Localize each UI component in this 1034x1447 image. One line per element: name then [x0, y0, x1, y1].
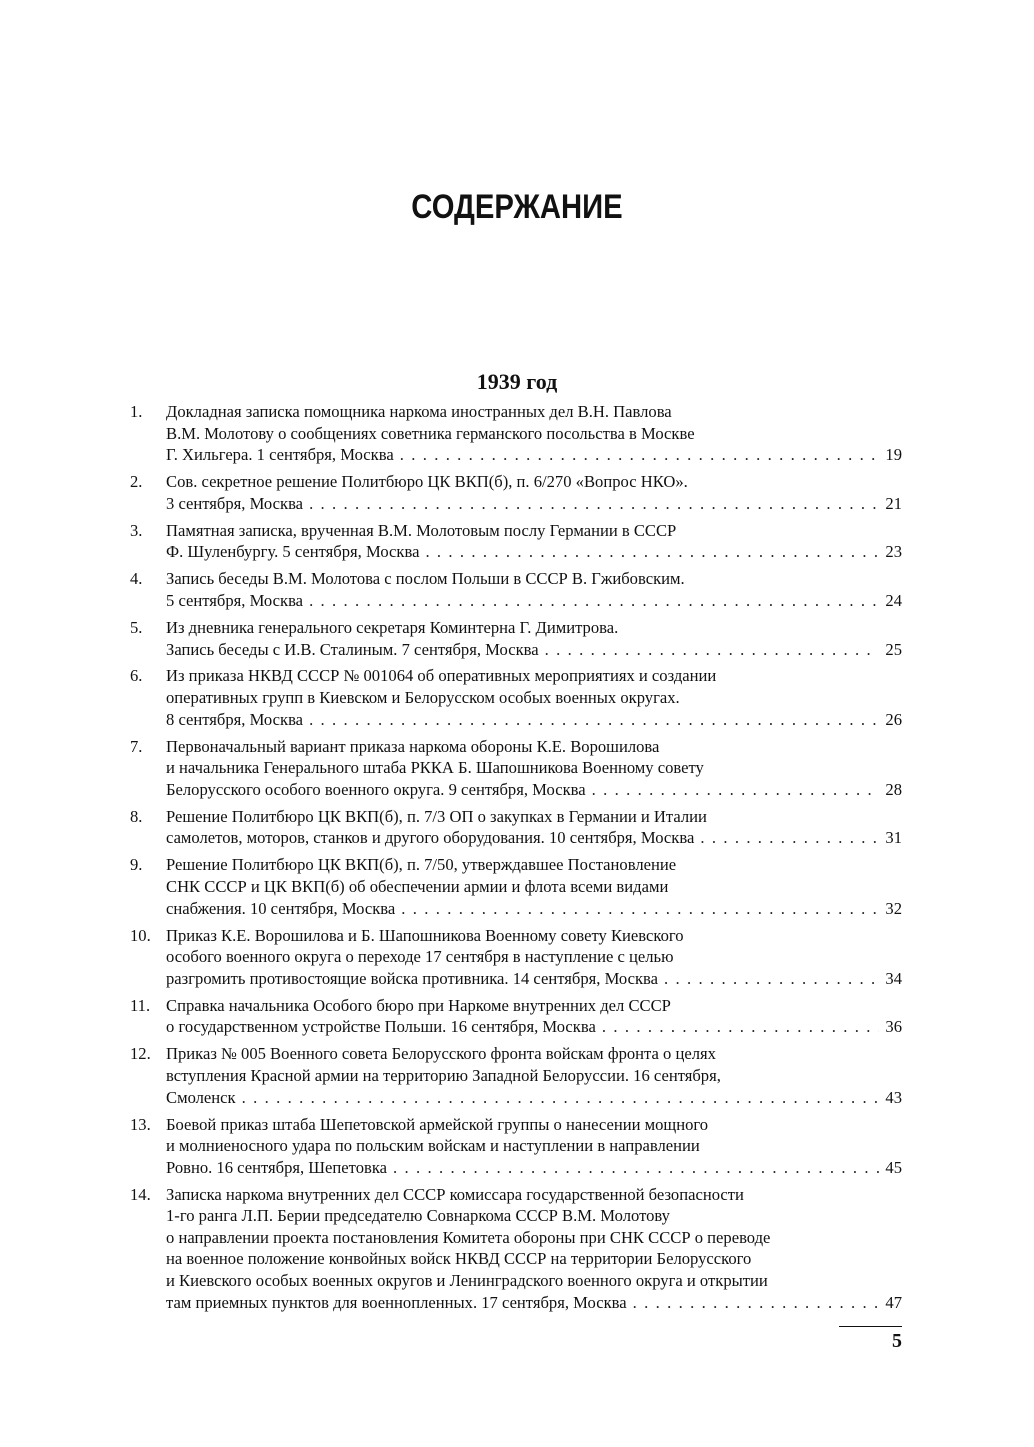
dot-leader [236, 1087, 880, 1109]
toc-entry-number: 4. [130, 569, 143, 589]
toc-entry-last-line [166, 639, 902, 661]
toc-entry-text-line: В.М. Молотову о сообщениях советника германского посольства в Москве [166, 423, 695, 443]
toc-entry-number: 3. [130, 520, 143, 540]
toc-entry-text-line: Г. Хильгера. 1 сентября, Москва [166, 445, 394, 465]
footer-rule [839, 1326, 902, 1327]
toc-entry-last-line [166, 541, 902, 563]
toc-entry-text-line: Докладная записка помощника наркома иностранных дел В.Н. Павлова [166, 402, 672, 421]
toc-page-number: 36 [885, 1017, 902, 1037]
dot-leader [303, 493, 879, 515]
toc-entry-text-line: снабжения. 10 сентября, Москва [166, 898, 396, 918]
toc-entry-number: 11. [130, 995, 151, 1015]
toc-entry-text-line: Ровно. 16 сентября, Шепетовка [166, 1157, 388, 1177]
dot-leader [303, 709, 879, 731]
toc-entry-text-line: и молниеносного удара по польским войскам и наступлении в направлении [166, 1136, 700, 1156]
toc-entry-text-line: оперативных групп в Киевском и Белорусском особых военных округах. [166, 688, 680, 708]
toc-entry [130, 995, 902, 1038]
dot-leader [596, 1016, 880, 1038]
toc-entry-number: 5. [130, 617, 143, 637]
dot-leader [395, 898, 879, 920]
toc-entry-number: 1. [130, 402, 143, 421]
toc-entry-last-line [166, 1087, 902, 1109]
toc-entry-last-line [166, 898, 902, 920]
toc-entry [130, 1184, 902, 1314]
toc-entry-text-line: Справка начальника Особого бюро при Наркоме внутренних дел СССР [166, 995, 671, 1015]
toc-entry [130, 806, 902, 849]
toc-entry-last-line [166, 1292, 902, 1314]
toc-entry-text-line: о государственном устройстве Польши. 16 сентября, Москва [166, 1017, 596, 1037]
toc-entry [130, 1114, 902, 1179]
toc-page-number: 31 [885, 828, 902, 848]
toc-entry-text-line: Ф. Шуленбургу. 5 сентября, Москва [166, 542, 420, 562]
toc-entry-text-line: Записка наркома внутренних дел СССР комиссара государственной безопасности [166, 1184, 744, 1204]
dot-leader [694, 827, 879, 849]
toc-entry-text-line: Запись беседы с И.В. Сталиным. 7 сентября, Москва [166, 639, 539, 659]
toc-entry-text-line: на военное положение конвойных войск НКВД СССР на территории Белорусского [166, 1249, 752, 1269]
toc-entry-last-line [166, 590, 902, 612]
toc-entry-text-line: СНК СССР и ЦК ВКП(б) об обеспечении армии и флота всеми видами [166, 877, 669, 896]
toc-entry-text-line: Смоленск [166, 1087, 236, 1107]
toc-entry-number: 6. [130, 666, 143, 686]
toc-entry-text-line: там приемных пунктов для военнопленных. 17 сентября, Москва [166, 1292, 627, 1312]
toc-entry [130, 925, 902, 990]
toc-entry-text-line: разгромить противостоящие войска противника. 14 сентября, Москва [166, 968, 659, 988]
toc-entry-text-line: 1-го ранга Л.П. Берии председателю Совнаркома СССР В.М. Молотову [166, 1206, 670, 1226]
toc-entry-last-line [166, 493, 902, 515]
toc-entry-last-line [166, 444, 902, 466]
toc-entry-text-line: Решение Политбюро ЦК ВКП(б), п. 7/3 ОП о закупках в Германии и Италии [166, 806, 707, 826]
toc-page-number: 23 [885, 542, 902, 562]
toc-entry-text-line: и Киевского особых военных округов и Ленинградского военного округа и открытии [166, 1271, 768, 1291]
toc-entry-text-line: и начальника Генерального штаба РККА Б. Шапошникова Военному совету [166, 758, 704, 778]
toc-entry-text-line: Приказ К.Е. Ворошилова и Б. Шапошникова Военному совету Киевского [166, 925, 684, 945]
dot-leader [539, 639, 880, 661]
toc-page-number: 34 [885, 968, 902, 988]
toc-entry-text-line: 5 сентября, Москва [166, 590, 304, 610]
toc-entry-text-line: самолетов, моторов, станков и другого оборудования. 10 сентября, Москва [166, 828, 695, 848]
section-title-1939: 1939 год [476, 369, 558, 394]
dot-leader [658, 968, 879, 990]
toc-entry-text-line: Боевой приказ штаба Шепетовской армейской группы о нанесении мощного [166, 1114, 709, 1134]
dot-leader [586, 779, 880, 801]
page-number: 5 [892, 1330, 902, 1352]
dot-leader [387, 1157, 879, 1179]
toc-entry-text-line: Памятная записка, врученная В.М. Молотовым послу Германии в СССР [166, 520, 677, 540]
toc-entry-number: 7. [130, 736, 143, 756]
toc-page-number: 25 [885, 639, 902, 659]
toc-entry-last-line [166, 779, 902, 801]
toc-entry-text-line: Первоначальный вариант приказа наркома обороны К.Е. Ворошилова [166, 736, 660, 756]
dot-leader [627, 1292, 880, 1314]
toc-entry-number: 8. [130, 806, 143, 826]
toc-entry [130, 568, 902, 611]
dot-leader [303, 590, 879, 612]
toc-entry-text-line: Сов. секретное решение Политбюро ЦК ВКП(б), п. 6/270 «Вопрос НКО». [166, 472, 688, 492]
toc-page-number: 32 [885, 898, 902, 918]
toc-page-number: 47 [885, 1292, 902, 1312]
toc-entry [130, 1043, 902, 1108]
toc-page-number: 45 [885, 1157, 902, 1177]
toc-entry-text-line: Решение Политбюро ЦК ВКП(б), п. 7/50, утверждавшее Постановление [166, 855, 677, 875]
toc-entry-number: 2. [130, 472, 143, 492]
toc-entry-text-line: Из дневника генерального секретаря Коминтерна Г. Димитрова. [166, 617, 619, 637]
toc-entry [130, 854, 902, 919]
toc-entry [130, 665, 902, 730]
page-title: СОДЕРЖАНИЕ [411, 188, 623, 226]
toc-entry-number: 14. [130, 1184, 151, 1204]
toc-entry-number: 9. [130, 855, 143, 875]
toc-entry [130, 736, 902, 801]
toc-page-number: 43 [885, 1087, 902, 1107]
dot-leader [419, 541, 879, 563]
toc-entry [130, 401, 902, 466]
toc-entry-text-line: 3 сентября, Москва [166, 493, 304, 513]
toc-entry-last-line [166, 709, 902, 731]
toc-entry-text-line: особого военного округа о переходе 17 сентября в наступление с целью [166, 947, 674, 967]
toc-page-number: 19 [885, 445, 902, 465]
table-of-contents [130, 401, 902, 1319]
toc-entry [130, 617, 902, 660]
toc-page-number: 21 [885, 493, 902, 513]
toc-entry-text-line: Из приказа НКВД СССР № 001064 об оперативных мероприятиях и создании [166, 666, 717, 686]
toc-entry-text-line: 8 сентября, Москва [166, 709, 304, 729]
toc-entry-text-line: Приказ № 005 Военного совета Белорусского фронта войскам фронта о целях [166, 1044, 716, 1064]
toc-entry-number: 10. [130, 925, 151, 945]
toc-entry-last-line [166, 1157, 902, 1179]
toc-entry-number: 12. [130, 1044, 151, 1064]
toc-entry-number: 13. [130, 1114, 151, 1134]
toc-entry-text-line: Запись беседы В.М. Молотова с послом Польши в СССР В. Гжибовским. [166, 569, 685, 589]
toc-page-number: 28 [885, 779, 902, 799]
dot-leader [394, 444, 880, 466]
toc-entry-last-line [166, 827, 902, 849]
toc-entry-text-line: Белорусского особого военного округа. 9 сентября, Москва [166, 779, 586, 799]
toc-entry-last-line [166, 968, 902, 990]
toc-entry-text-line: о направлении проекта постановления Комитета обороны при СНК СССР о переводе [166, 1227, 771, 1247]
toc-entry [130, 471, 902, 514]
toc-entry [130, 520, 902, 563]
toc-entry-last-line [166, 1016, 902, 1038]
toc-entry-text-line: вступления Красной армии на территорию Западной Белоруссии. 16 сентября, [166, 1065, 721, 1085]
toc-page-number: 26 [885, 709, 902, 729]
toc-page-number: 24 [885, 590, 902, 610]
